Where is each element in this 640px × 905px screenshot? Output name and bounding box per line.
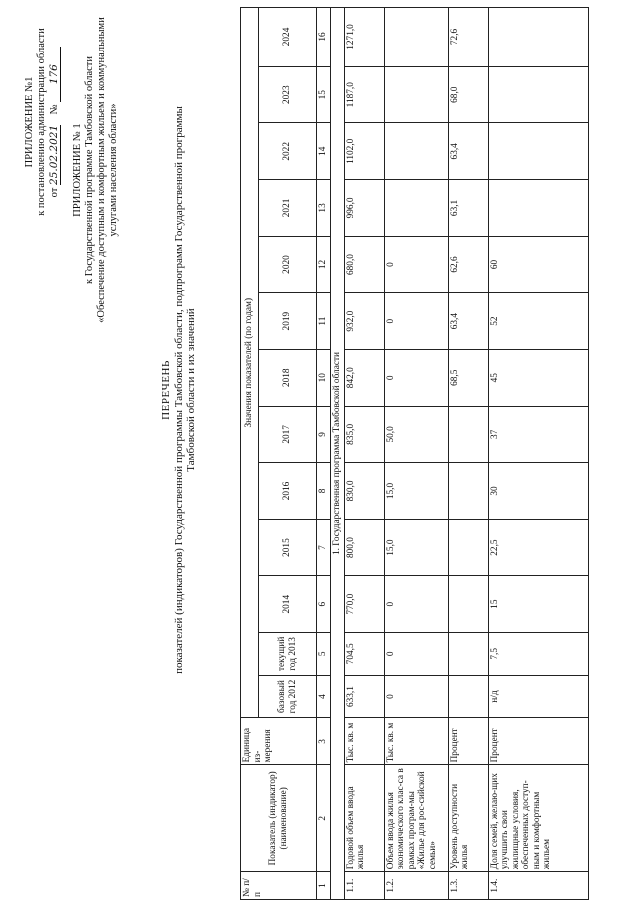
- col-number: 7: [317, 519, 331, 576]
- header-year: 2018: [259, 349, 317, 406]
- row-value: [448, 463, 488, 520]
- row-indicator-name: Доля семей, желаю-щих улучшить свои жилищные условия, обеспеченных доступ-ным и комфортным жильем: [488, 765, 588, 872]
- row-value: 15,0: [384, 519, 448, 576]
- row-indicator-name: Уровень доступности жилья: [448, 765, 488, 872]
- row-value: 835,0: [344, 406, 384, 463]
- header-indicator: Показатель (индикатор) (наименование): [241, 765, 317, 872]
- document-heading: ПЕРЕЧЕНЬ: [160, 360, 172, 420]
- col-number: 12: [317, 236, 331, 293]
- row-value: 633,1: [344, 675, 384, 718]
- row-unit: Процент: [488, 718, 588, 765]
- table-row: [384, 8, 448, 900]
- row-value: 0: [384, 236, 448, 293]
- row-value: 15,0: [384, 463, 448, 520]
- appendix-2-line1: к Государственной программе Тамбовской области: [84, 56, 95, 284]
- row-value: 800,0: [344, 519, 384, 576]
- date-prefix: от: [49, 187, 60, 198]
- number-prefix: №: [49, 104, 60, 115]
- row-value: 0: [384, 675, 448, 718]
- row-value: 30: [488, 463, 588, 520]
- document-title-line1: показателей (индикаторов) Государственной программы Тамбовской области, подпрограмм Государственной программы: [172, 106, 185, 674]
- row-number: 1.2.: [384, 872, 448, 900]
- appendix-1-header: [24, 0, 61, 257]
- row-value: 704,5: [344, 632, 384, 675]
- table-body: [344, 8, 588, 900]
- row-value: 22,5: [488, 519, 588, 576]
- row-value: 72,6: [448, 8, 488, 67]
- col-number: 10: [317, 349, 331, 406]
- row-value: 680,0: [344, 236, 384, 293]
- row-value: 45: [488, 349, 588, 406]
- row-value: 0: [384, 632, 448, 675]
- row-value: 932,0: [344, 293, 384, 350]
- col-number: 16: [317, 8, 331, 67]
- table-row: [344, 8, 384, 900]
- header-year: 2021: [259, 180, 317, 237]
- appendix-2-header: [72, 5, 120, 335]
- row-value: 1102,0: [344, 123, 384, 180]
- appendix-1-date-line: [48, 0, 61, 257]
- header-year: 2020: [259, 236, 317, 293]
- row-number: 1.1.: [344, 872, 384, 900]
- row-value: [384, 8, 448, 67]
- header-year: 2015: [259, 519, 317, 576]
- col-number: 2: [317, 765, 331, 872]
- row-value: 842,0: [344, 349, 384, 406]
- handwritten-number: 176: [48, 47, 61, 102]
- row-value: 68,0: [448, 66, 488, 123]
- col-number: 4: [317, 675, 331, 718]
- header-row-1: [241, 8, 259, 900]
- indicators-table: [240, 7, 589, 900]
- row-value: 52: [488, 293, 588, 350]
- row-value: [488, 8, 588, 67]
- row-value: 63,1: [448, 180, 488, 237]
- appendix-1-line1: к постановлению администрации области: [36, 28, 47, 216]
- row-value: 50,0: [384, 406, 448, 463]
- row-value: 0: [384, 349, 448, 406]
- row-value: 1271,0: [344, 8, 384, 67]
- col-number: 3: [317, 718, 331, 765]
- row-value: 15: [488, 576, 588, 633]
- table-row: [488, 8, 588, 900]
- col-number: 13: [317, 180, 331, 237]
- row-value: 7,5: [488, 632, 588, 675]
- row-indicator-name: Годовой объем ввода жилья: [344, 765, 384, 872]
- row-value: [384, 66, 448, 123]
- document-title-line2: Тамбовской области и их значений: [185, 308, 197, 472]
- header-current-year: текущий год 2013: [259, 632, 317, 675]
- table-row: [448, 8, 488, 900]
- row-value: [448, 576, 488, 633]
- document-title: [160, 105, 198, 675]
- appendix-2-title: ПРИЛОЖЕНИЕ № 1: [72, 123, 83, 217]
- appendix-2-line2: «Обеспечение доступным и комфортным жильем и коммунальными: [96, 17, 107, 323]
- row-indicator-name: Объем ввода жилья экономического клас-са в рамках програм-мы «Жилье для рос-сийской семьи»: [384, 765, 448, 872]
- row-number: 1.3.: [448, 872, 488, 900]
- appendix-1-title: ПРИЛОЖЕНИЕ №1: [24, 76, 35, 168]
- row-value: 996,0: [344, 180, 384, 237]
- row-value: [488, 180, 588, 237]
- row-value: [384, 180, 448, 237]
- row-value: 37: [488, 406, 588, 463]
- col-number: 5: [317, 632, 331, 675]
- appendix-2-line3: услугами населения области»: [108, 103, 119, 237]
- header-year: 2022: [259, 123, 317, 180]
- row-unit: Тыс. кв. м: [384, 718, 448, 765]
- row-value: н/д: [488, 675, 588, 718]
- row-value: [384, 123, 448, 180]
- header-values-group: Значения показателей (по годам): [241, 8, 259, 718]
- col-number: 9: [317, 406, 331, 463]
- section-row: [331, 8, 345, 900]
- column-number-row: [317, 8, 331, 900]
- header-year: 2014: [259, 576, 317, 633]
- handwritten-date: 25.02.2021: [48, 124, 60, 185]
- section-title: 1. Государственная программа Тамбовской области: [331, 8, 345, 900]
- row-value: [488, 123, 588, 180]
- row-number: 1.4.: [488, 872, 588, 900]
- col-number: 14: [317, 123, 331, 180]
- header-unit: Единица из-мерения: [241, 718, 317, 765]
- row-value: 63,4: [448, 123, 488, 180]
- col-number: 15: [317, 66, 331, 123]
- row-value: [448, 632, 488, 675]
- header-year: 2023: [259, 66, 317, 123]
- col-number: 1: [317, 872, 331, 900]
- col-number: 8: [317, 463, 331, 520]
- header-base-year: базовый год 2012: [259, 675, 317, 718]
- row-value: [448, 406, 488, 463]
- row-value: 830,0: [344, 463, 384, 520]
- row-value: [488, 66, 588, 123]
- row-value: 68,5: [448, 349, 488, 406]
- row-value: 0: [384, 293, 448, 350]
- row-value: 63,4: [448, 293, 488, 350]
- header-year: 2019: [259, 293, 317, 350]
- header-year: 2024: [259, 8, 317, 67]
- row-value: 1187,0: [344, 66, 384, 123]
- header-year: 2017: [259, 406, 317, 463]
- row-value: 770,0: [344, 576, 384, 633]
- row-value: [448, 519, 488, 576]
- row-value: 0: [384, 576, 448, 633]
- col-number: 6: [317, 576, 331, 633]
- row-value: [448, 675, 488, 718]
- row-unit: Тыс. кв. м: [344, 718, 384, 765]
- col-number: 11: [317, 293, 331, 350]
- row-value: 62,6: [448, 236, 488, 293]
- header-year: 2016: [259, 463, 317, 520]
- row-unit: Процент: [448, 718, 488, 765]
- row-value: 60: [488, 236, 588, 293]
- header-num: № п/п: [241, 872, 317, 900]
